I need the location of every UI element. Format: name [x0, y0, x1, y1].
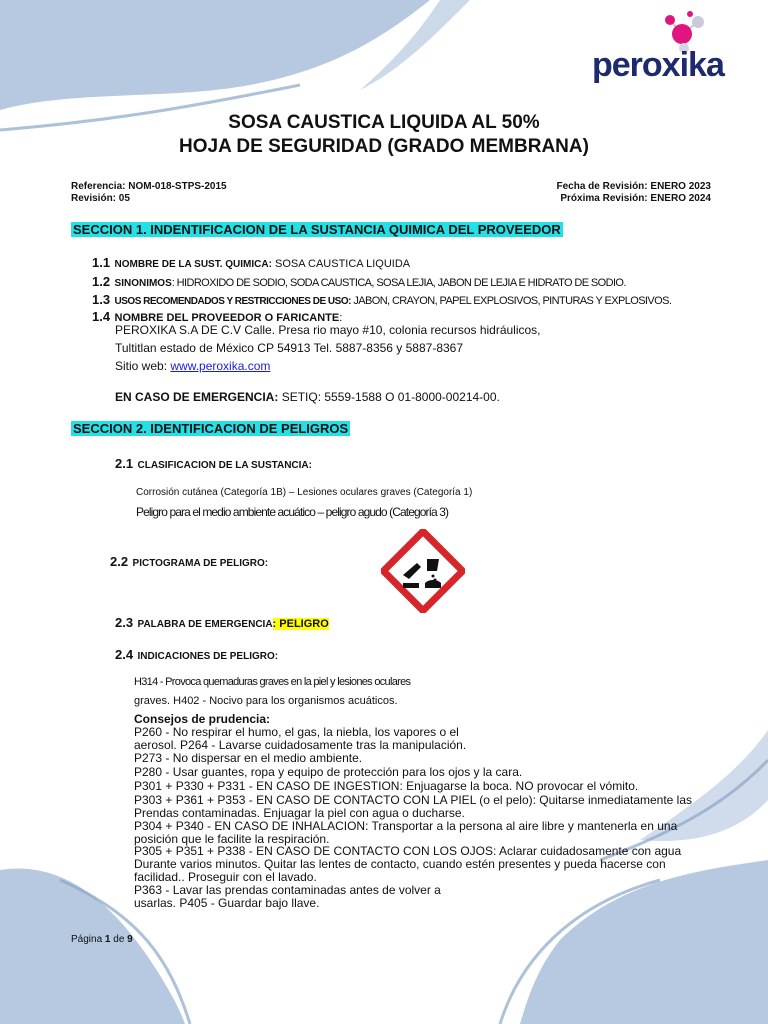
- prudence-line: facilidad.. Proseguir con el lavado.: [134, 870, 317, 884]
- next-review-date: Próxima Revisión: ENERO 2024: [560, 193, 711, 204]
- classification-line2: Peligro para el medio ambiente acuático – peligro agudo (Categoría 3): [136, 505, 449, 519]
- item-2-3: [115, 614, 329, 632]
- emergency-label: EN CASO DE EMERGENCIA:: [115, 390, 279, 404]
- item-number: 1.4: [92, 309, 111, 324]
- page-prefix: Página: [71, 934, 105, 945]
- brand-name: peroxika: [592, 46, 724, 84]
- prudence-line: P273 - No dispersar en el medio ambiente.: [134, 751, 363, 765]
- item-label: PICTOGRAMA DE PELIGRO:: [132, 558, 269, 569]
- hazard-statement-line2: graves. H402 - Nocivo para los organismos acuáticos.: [134, 695, 398, 707]
- item-label: NOMBRE DEL PROVEEDOR O FARICANTE: [114, 312, 340, 324]
- prudence-line: P260 - No respirar el humo, el gas, la niebla, los vapores o el: [134, 725, 459, 739]
- supplier-address-line2: Tultitlan estado de México CP 54913 Tel. 5887-8356 y 5887-8367: [115, 341, 464, 355]
- signal-word: : PELIGRO: [272, 618, 329, 630]
- corrosion-pictogram-icon: [381, 529, 465, 613]
- prudence-line: P363 - Lavar las prendas contaminadas antes de volver a: [134, 883, 441, 897]
- page-number: [71, 934, 133, 945]
- prudence-heading: Consejos de prudencia:: [134, 712, 271, 726]
- prudence-line: P280 - Usar guantes, ropa y equipo de protección para los ojos y la cara.: [134, 765, 523, 779]
- brand-logo: [586, 6, 756, 92]
- review-date: Fecha de Revisión: ENERO 2023: [556, 181, 711, 192]
- item-1-3: [92, 291, 671, 309]
- item-2-4: [115, 646, 278, 664]
- prudence-line: P303 + P361 + P353 - EN CASO DE CONTACTO CON LA PIEL (o el pelo): Quitarse inmediatamente las: [134, 793, 693, 807]
- revision: Revisión: 05: [71, 193, 130, 204]
- item-number: 2.2: [110, 554, 129, 569]
- page-mid: de: [110, 934, 128, 945]
- prudence-line: P304 + P340 - EN CASO DE INHALACION: Transportar a la persona al aire libre y mantenerla en una: [134, 819, 678, 833]
- item-label: NOMBRE DE LA SUST. QUIMICA:: [114, 259, 272, 270]
- item-number: 2.3: [115, 615, 134, 630]
- item-number: 1.3: [92, 292, 111, 307]
- item-1-1: [92, 254, 410, 272]
- document-subtitle: HOJA DE SEGURIDAD (GRADO MEMBRANA): [179, 136, 589, 157]
- website-label: Sitio web:: [115, 359, 171, 373]
- supplier-website: [115, 359, 270, 373]
- prudence-line: P301 + P330 + P331 - EN CASO DE INGESTION: Enjuagarse la boca. NO provocar el vómito.: [134, 779, 639, 793]
- item-value: SOSA CAUSTICA LIQUIDA: [271, 258, 411, 270]
- item-label: SINONIMOS: [114, 278, 172, 289]
- item-2-1: [115, 455, 312, 473]
- reference: Referencia: NOM-018-STPS-2015: [71, 181, 227, 192]
- emergency-contact: [115, 390, 500, 404]
- item-label: USOS RECOMENDADOS Y RESTRICCIONES DE USO:: [114, 296, 351, 307]
- item-number: 1.1: [92, 255, 111, 270]
- item-label: PALABRA DE EMERGENCIA: [137, 619, 273, 630]
- section-2-heading: SECCION 2. IDENTIFICACION DE PELIGROS: [73, 421, 349, 436]
- item-value: : HIDROXIDO DE SODIO, SODA CAUSTICA, SOSA LEJIA, JABON DE LEJIA E HIDRATO DE SODIO.: [171, 277, 626, 289]
- prudence-line: usarlas. P405 - Guardar bajo llave.: [134, 896, 320, 910]
- item-label: INDICACIONES DE PELIGRO:: [137, 651, 279, 662]
- prudence-line: posición que le facilite la respiración.: [134, 832, 330, 846]
- item-value: JABON, CRAYON, PAPEL EXPLOSIVOS, PINTURAS Y EXPLOSIVOS.: [350, 295, 672, 307]
- item-1-2: [92, 273, 626, 291]
- hazard-statement-line1: H314 - Provoca quemaduras graves en la piel y lesiones oculares: [134, 676, 411, 688]
- item-2-2: [110, 553, 268, 571]
- item-number: 2.1: [115, 456, 134, 471]
- prudence-line: aerosol. P264 - Lavarse cuidadosamente tras la manipulación.: [134, 738, 467, 752]
- item-number: 1.2: [92, 274, 111, 289]
- prudence-line: Prendas contaminadas. Enjuagar la piel con agua o ducharse.: [134, 806, 465, 820]
- prudence-line: P305 + P351 + P338 - EN CASO DE CONTACTO CON LOS OJOS: Aclarar cuidadosamente con agua: [134, 844, 682, 858]
- supplier-address-line1: PEROXIKA S.A DE C.V Calle. Presa rio mayo #10, colonia recursos hidráulicos,: [115, 323, 541, 337]
- page-current: 1: [104, 934, 111, 945]
- section-1-heading: SECCION 1. INDENTIFICACION DE LA SUSTANCIA QUIMICA DEL PROVEEDOR: [73, 222, 561, 237]
- page-total: 9: [127, 934, 133, 945]
- emergency-value: SETIQ: 5559-1588 O 01-8000-00214-00.: [278, 390, 500, 404]
- item-label: CLASIFICACION DE LA SUSTANCIA:: [137, 460, 312, 471]
- classification-line1: Corrosión cutánea (Categoría 1B) – Lesiones oculares graves (Categoría 1): [136, 487, 473, 498]
- website-link[interactable]: www.peroxika.com: [170, 359, 271, 373]
- document-title: SOSA CAUSTICA LIQUIDA AL 50%: [228, 112, 540, 133]
- item-number: 2.4: [115, 647, 134, 662]
- item-value: :: [339, 312, 343, 324]
- prudence-line: Durante varios minutos. Quitar las lentes de contacto, cuando estén presentes y pueda hacerse con: [134, 857, 666, 871]
